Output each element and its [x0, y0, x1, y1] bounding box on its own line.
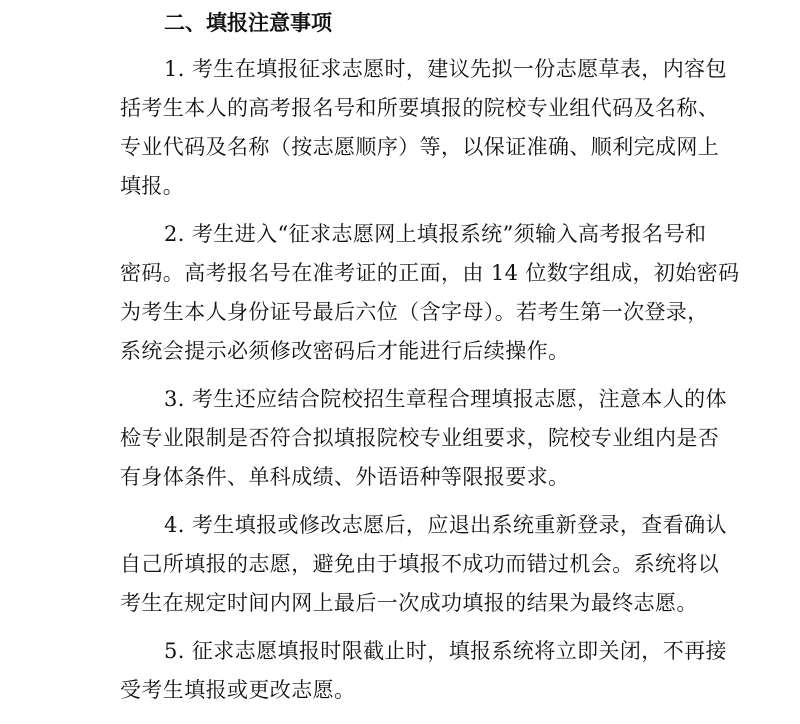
paragraph-line: 括考生本人的高考报名号和所要填报的院校专业组代码及名称、: [120, 96, 720, 120]
paragraph-line: 4. 考生填报或修改志愿后，应退出系统重新登录，查看确认: [164, 513, 727, 537]
paragraph-line: 3. 考生还应结合院校招生章程合理填报志愿，注意本人的体: [164, 387, 727, 411]
paragraph-line: 2. 考生进入“征求志愿网上填报系统”须输入高考报名号和: [164, 222, 707, 246]
paragraph-line: 密码。高考报名号在准考证的正面，由 14 位数字组成，初始密码: [120, 261, 740, 285]
paragraph-line: 系统会提示必须修改密码后才能进行后续操作。: [120, 339, 570, 363]
paragraph-line: 5. 征求志愿填报时限截止时，填报系统将立即关闭，不再接: [164, 639, 727, 663]
paragraph-line: 1. 考生在填报征求志愿时，建议先拟一份志愿草表，内容包: [164, 57, 727, 81]
section-heading: 二、填报注意事项: [164, 11, 332, 35]
paragraph-line: 自己所填报的志愿，避免由于填报不成功而错过机会。系统将以: [120, 552, 720, 576]
paragraph-line: 考生在规定时间内网上最后一次成功填报的结果为最终志愿。: [120, 591, 698, 615]
paragraph-line: 受考生填报或更改志愿。: [120, 678, 356, 702]
paragraph-line: 有身体条件、单科成绩、外语语种等限报要求。: [120, 465, 570, 489]
paragraph-line: 专业代码及名称（按志愿顺序）等，以保证准确、顺利完成网上: [120, 135, 720, 159]
paragraph-line: 填报。: [120, 174, 185, 198]
paragraph-line: 检专业限制是否符合拟填报院校专业组要求，院校专业组内是否: [120, 426, 720, 450]
paragraph-line: 为考生本人身份证号最后六位（含字母）。若考生第一次登录，: [120, 300, 709, 324]
